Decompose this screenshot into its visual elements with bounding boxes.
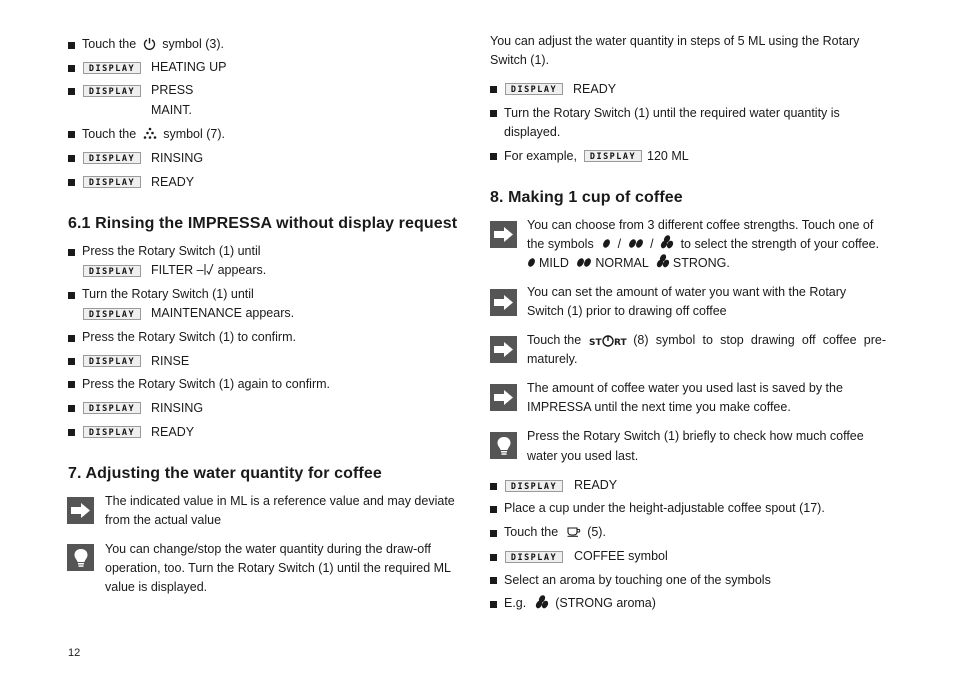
step-text: Place a cup under the height-adjustable coffee spout (17). <box>504 501 825 515</box>
bullet <box>68 155 75 162</box>
tip-text: Press the Rotary Switch (1) briefly to check how much coffee <box>527 429 864 443</box>
strength-mild-label: MILD <box>539 256 569 270</box>
strong-bean-icon <box>660 235 674 249</box>
bullet <box>490 577 497 584</box>
note-text: to select the strength of your coffee. <box>680 237 880 251</box>
step-text: (5). <box>587 525 606 539</box>
display-text: HEATING UP <box>151 60 227 74</box>
tip-text: operation, too. Turn the Rotary Switch (1) until the required ML <box>105 561 452 575</box>
note-arrow-icon <box>490 289 517 316</box>
display-text: READY <box>573 82 617 96</box>
section-title-8: 8. Making 1 cup of coffee <box>490 189 683 206</box>
intro-text: Switch (1). <box>490 53 550 67</box>
bullet <box>68 405 75 412</box>
note-text: maturely. <box>527 352 578 366</box>
display-text: FILTER – <box>151 263 204 277</box>
note-text: IMPRESSA until the next time you make coffee. <box>527 400 791 414</box>
display-label: DISPLAY <box>83 62 141 74</box>
display-label: DISPLAY <box>83 355 141 367</box>
note-text: You can choose from 3 different coffee strengths. Touch one of <box>527 218 874 232</box>
step-text: Touch the <box>504 525 559 539</box>
bullet <box>68 65 75 72</box>
strength-strong-label: STRONG. <box>672 256 730 270</box>
strong-bean-icon <box>535 595 549 609</box>
tip-bulb-icon <box>490 432 517 459</box>
note-text: (8) symbol to stop drawing off coffee pre- <box>633 333 886 347</box>
bullet <box>68 358 75 365</box>
tip-text: water you used last. <box>527 449 639 463</box>
note-text: from the actual value <box>105 513 222 527</box>
step-text: (STRONG aroma) <box>555 596 656 610</box>
display-label: DISPLAY <box>505 83 563 95</box>
normal-bean-icon <box>628 238 644 249</box>
bullet <box>68 249 75 256</box>
step-text: symbol (7). <box>163 127 226 141</box>
note-text: You can set the amount of water you want with the Rotary <box>527 285 847 299</box>
step-touch-power <box>82 35 224 55</box>
start-stop-icon <box>589 335 627 347</box>
display-label: DISPLAY <box>83 265 141 277</box>
display-label: DISPLAY <box>505 480 563 492</box>
step-text: E.g. <box>504 596 527 610</box>
display-text: appears. <box>217 263 267 277</box>
display-text: MAINT. <box>151 103 192 117</box>
display-label: DISPLAY <box>83 402 141 414</box>
bullet <box>490 601 497 608</box>
display-text: READY <box>574 478 618 492</box>
coffee-cup-icon <box>567 526 581 537</box>
mild-bean-icon <box>602 238 611 249</box>
page-number: 12 <box>68 647 81 659</box>
step-text: Press the Rotary Switch (1) to confirm. <box>82 330 296 344</box>
note-arrow-icon <box>490 384 517 411</box>
note-text: Touch the <box>527 333 582 347</box>
display-text: RINSE <box>151 354 190 368</box>
bullet <box>68 42 75 49</box>
note-arrow-icon <box>490 221 517 248</box>
note-arrow-icon <box>490 336 517 363</box>
note-arrow-icon <box>67 497 94 524</box>
step-text: Select an aroma by touching one of the symbols <box>504 573 771 587</box>
separator: / <box>650 237 654 251</box>
separator: / <box>617 237 622 251</box>
display-label: DISPLAY <box>83 152 141 164</box>
section-title-6-1: 6.1 Rinsing the IMPRESSA without display request <box>68 215 458 232</box>
note-start-line <box>527 331 886 351</box>
bullet <box>68 88 75 95</box>
display-label: DISPLAY <box>505 551 563 563</box>
step-text: Touch the <box>82 127 137 141</box>
strength-normal-label: NORMAL <box>595 256 649 270</box>
bullet <box>490 153 497 160</box>
step-example-strong <box>504 594 656 614</box>
tip-text: value is displayed. <box>105 580 208 594</box>
step-text: For example, <box>504 149 577 163</box>
step-text: Press the Rotary Switch (1) until <box>82 244 261 258</box>
bullet <box>68 179 75 186</box>
bullet <box>68 131 75 138</box>
step-text: Turn the Rotary Switch (1) until <box>82 287 254 301</box>
power-icon <box>143 37 156 50</box>
bullet <box>490 554 497 561</box>
strong-bean-icon <box>656 254 670 268</box>
bullet <box>490 506 497 513</box>
display-text: 120 ML <box>647 149 689 163</box>
step-text: displayed. <box>504 125 561 139</box>
display-label: DISPLAY <box>83 176 141 188</box>
mild-bean-icon <box>527 257 536 268</box>
step-text: Press the Rotary Switch (1) again to confirm. <box>82 377 331 391</box>
bullet <box>68 429 75 436</box>
section-title-7: 7. Adjusting the water quantity for coffee <box>68 465 382 482</box>
maintenance-icon <box>143 127 157 140</box>
normal-bean-icon <box>576 257 592 268</box>
display-text-filter <box>151 261 266 281</box>
note-text: The amount of coffee water you used last is saved by the <box>527 381 843 395</box>
note-text: the symbols <box>527 237 594 251</box>
note-text: Switch (1) prior to drawing off coffee <box>527 304 727 318</box>
bullet <box>490 110 497 117</box>
note-strength-legend <box>527 254 730 274</box>
bullet <box>68 292 75 299</box>
display-text: COFFEE symbol <box>574 549 668 563</box>
step-text: Touch the <box>82 37 137 51</box>
display-text: PRESS <box>151 83 194 97</box>
bullet <box>490 483 497 490</box>
display-text: MAINTENANCE appears. <box>151 306 295 320</box>
filter-check-icon <box>204 263 214 276</box>
display-text: READY <box>151 425 195 439</box>
display-label: DISPLAY <box>83 85 141 97</box>
note-strengths-line <box>527 235 879 255</box>
display-text: READY <box>151 175 195 189</box>
step-touch-cup <box>504 523 606 543</box>
bullet <box>490 530 497 537</box>
display-label: DISPLAY <box>584 150 642 162</box>
note-text: The indicated value in ML is a reference value and may deviate <box>105 494 455 508</box>
bullet <box>490 86 497 93</box>
step-text: Turn the Rotary Switch (1) until the required water quantity is <box>504 106 840 120</box>
step-text: symbol (3). <box>162 37 225 51</box>
display-label: DISPLAY <box>83 308 141 320</box>
svg-text:RT: RT <box>614 337 627 347</box>
bullet <box>68 335 75 342</box>
tip-bulb-icon <box>67 544 94 571</box>
step-touch-maintenance <box>82 125 225 145</box>
bullet <box>68 381 75 388</box>
display-label: DISPLAY <box>83 426 141 438</box>
svg-text:ST: ST <box>589 337 602 347</box>
intro-text: You can adjust the water quantity in steps of 5 ML using the Rotary <box>490 34 860 48</box>
tip-text: You can change/stop the water quantity during the draw-off <box>105 542 431 556</box>
display-text: RINSING <box>151 151 204 165</box>
display-text: RINSING <box>151 401 204 415</box>
